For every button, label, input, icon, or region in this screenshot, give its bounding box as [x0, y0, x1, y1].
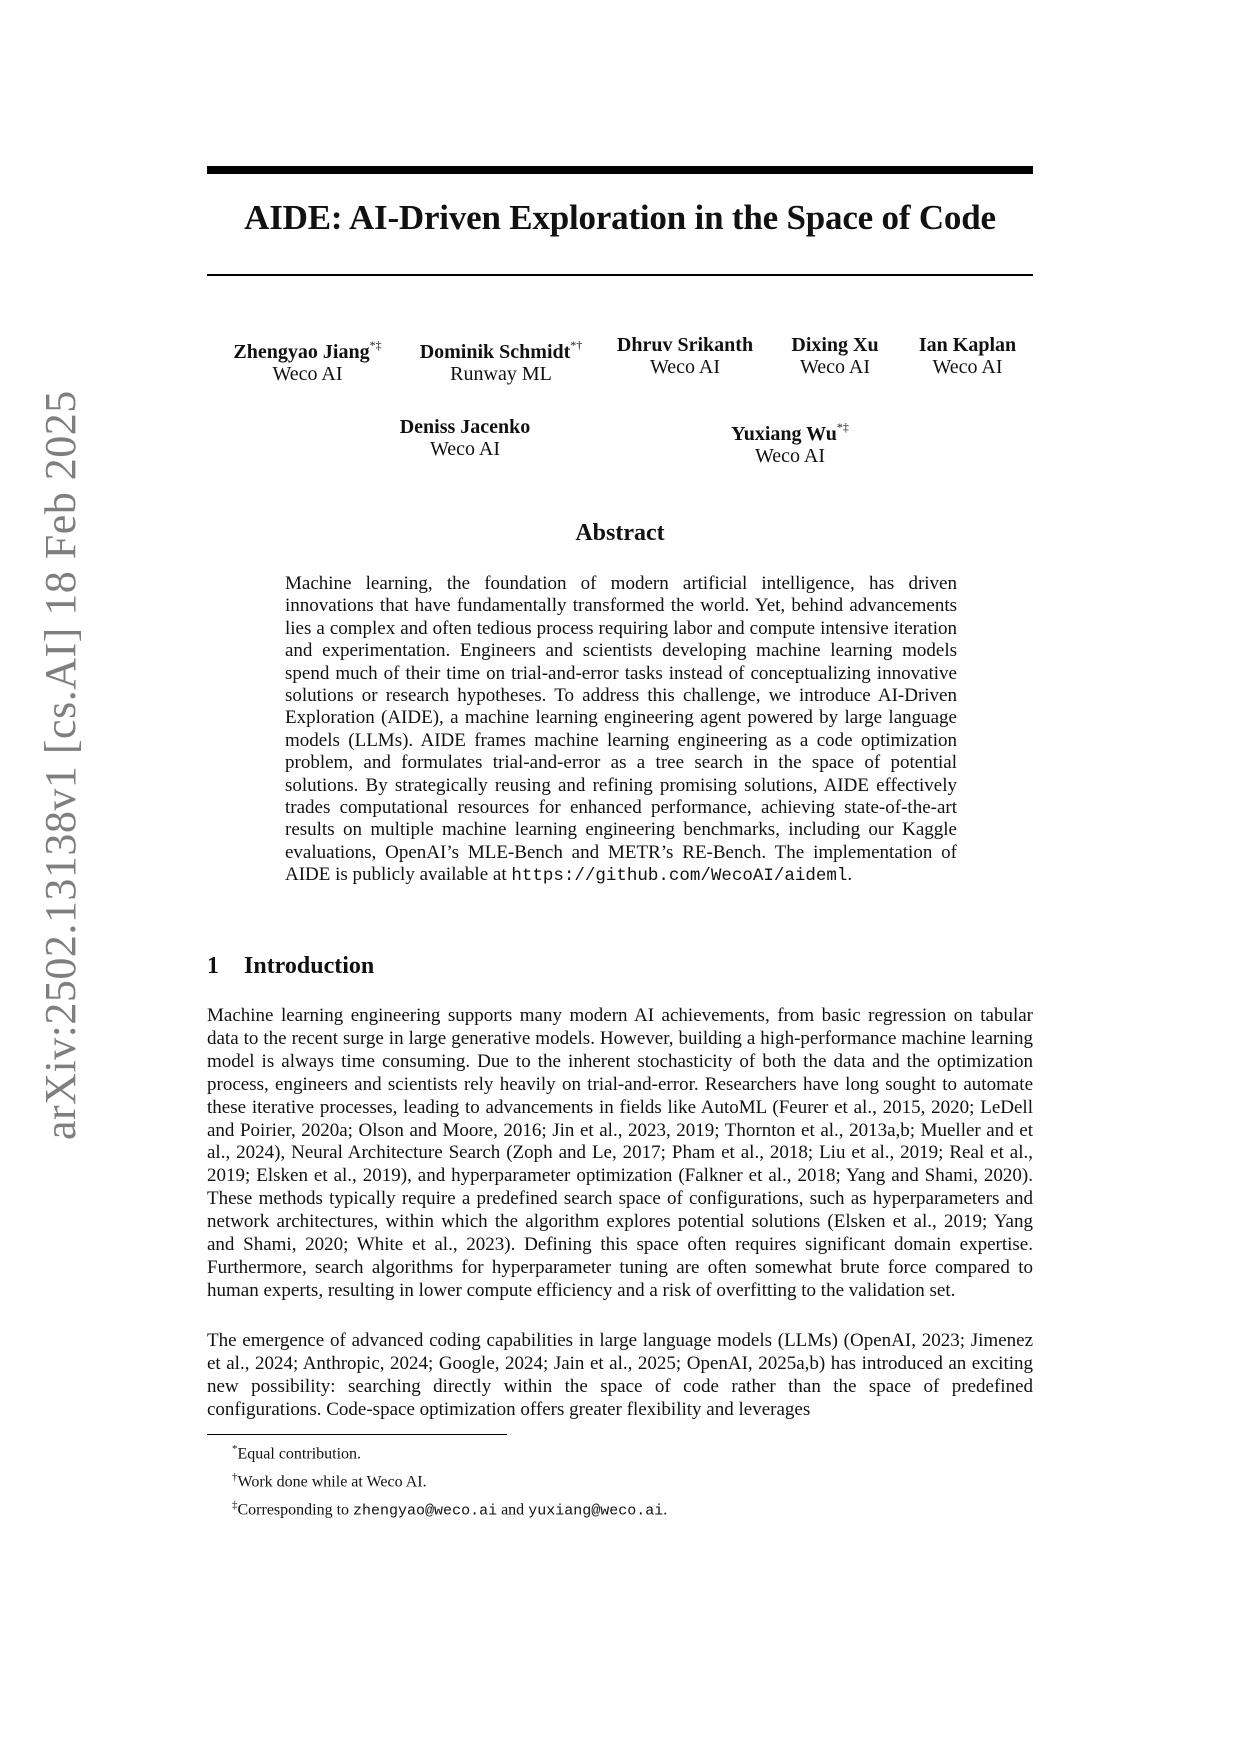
author-affiliation: Weco AI — [932, 356, 1003, 378]
author-name: Deniss Jacenko — [399, 416, 531, 438]
arxiv-identifier: arXiv:2502.13138v1 [cs.AI] 18 Feb 2025 — [36, 390, 85, 1140]
title-top-rule — [207, 166, 1033, 174]
author-name: Dixing Xu — [791, 334, 879, 356]
abstract-end: . — [847, 864, 853, 886]
author-affiliation: Weco AI — [754, 445, 826, 467]
footnote-weco — [232, 1466, 1012, 1494]
intro-paragraph: The emergence of advanced coding capabilities in large language models (LLMs) (OpenAI, 2023; Jimenez et al., 2024; Anthropic, 2024; Google, 2024; Jain et al., 2025; OpenAI, 2025a,b) has introduced an exciting new possibility: searching directly within the space of code rather than the space of predefined configurations. Code-space optimization offers greater flexibility and leverages — [207, 1330, 1033, 1420]
footnote-equal-contribution — [232, 1438, 1012, 1466]
paper-title: AIDE: AI-Driven Exploration in the Space of Code — [244, 198, 996, 237]
footnote-text: . — [663, 1501, 668, 1519]
footnote-mark: † — [232, 1470, 238, 1483]
author-name: Dominik Schmidt — [419, 341, 571, 363]
title-bottom-rule — [207, 274, 1033, 276]
footnote-text: Work done while at Weco AI. — [237, 1473, 427, 1491]
footnotes — [232, 1438, 1012, 1523]
footnote-corresponding — [232, 1494, 1012, 1523]
author-affiliation: Weco AI — [272, 363, 343, 385]
footnote-rule — [207, 1434, 507, 1435]
author-block — [225, 334, 390, 385]
abstract-text: Machine learning, the foundation of modern artificial intelligence, has driven innovations that have fundamentally transformed the world. Yet, behind advancements lies a complex and often tedious process requiring labor and compute intensive iteration and experimentation. Engineers and scientists developing machine learning models spend much of their time on trial-and-error tasks instead of conceptualizing innovative solutions or research hypotheses. To address this challenge, we introduce AI-Driven Exploration (AIDE), a machine learning engineering agent powered by large language models (LLMs). AIDE frames machine learning engineering as a code optimization problem, and formulates trial-and-error as a tree search in the space of potential solutions. By strategically reusing and refining promising solutions, AIDE effectively trades computational resources for enhanced performance, achieving state-of-the-art results on multiple machine learning engineering benchmarks, including our Kaggle evaluations, OpenAI’s MLE-Bench and METR’s RE-Bench. The implementation of AIDE is publicly available at — [285, 573, 957, 886]
author-block — [780, 334, 890, 378]
author-affiliation: Weco AI — [649, 356, 721, 378]
abstract-body — [285, 573, 957, 888]
author-block — [412, 334, 590, 385]
section-title: Introduction — [244, 953, 375, 979]
repository-link[interactable]: https://github.com/WecoAI/aideml — [511, 866, 848, 887]
author-block — [715, 416, 865, 467]
footnote-text: and — [497, 1501, 529, 1519]
author-block — [385, 416, 545, 460]
author-name: Zhengyao Jiang — [233, 341, 370, 363]
author-marks: *‡ — [836, 420, 849, 434]
intro-paragraph: Machine learning engineering supports many modern AI achievements, from basic regression on tabular data to the recent surge in large generative models. However, building a high-performance machine learning model is always time consuming. Due to the inherent stochasticity of both the data and the optimization process, engineers and scientists rely heavily on trial-and-error. Researchers have long sought to automate these iterative processes, leading to advancements in fields like AutoML (Feurer et al., 2015, 2020; LeDell and Poirier, 2020a; Olson and Moore, 2016; Jin et al., 2023, 2019; Thornton et al., 2013a,b; Mueller and et al., 2024), Neural Architecture Search (Zoph and Le, 2017; Pham et al., 2018; Liu et al., 2019; Real et al., 2019; Elsken et al., 2019), and hyperparameter optimization (Falkner et al., 2018; Yang and Shami, 2020). These methods typically require a predefined search space of configurations, such as hyperparameters and network architectures, within which the algorithm explores potential solutions (Elsken et al., 2019; Yang and Shami, 2020; White et al., 2023). Defining this space often requires significant domain expertise. Furthermore, search algorithms for hyperparameter tuning are often somewhat brute force compared to human experts, resulting in lower compute efficiency and a risk of overfitting to the validation set. — [207, 1005, 1033, 1301]
author-affiliation: Weco AI — [429, 438, 501, 460]
author-name: Dhruv Srikanth — [616, 334, 754, 356]
abstract-heading: Abstract — [575, 520, 665, 546]
footnote-mark: ‡ — [232, 1498, 238, 1511]
author-block — [905, 334, 1030, 378]
author-block — [605, 334, 765, 378]
email-link[interactable]: yuxiang@weco.ai — [528, 1502, 664, 1520]
section-heading-introduction — [207, 953, 374, 980]
section-number: 1 — [207, 953, 219, 979]
email-link[interactable]: zhengyao@weco.ai — [353, 1502, 498, 1520]
author-name: Yuxiang Wu — [731, 423, 837, 445]
footnote-text: Equal contribution. — [237, 1445, 362, 1463]
author-affiliation: Weco AI — [799, 356, 871, 378]
author-affiliation: Runway ML — [450, 363, 552, 385]
footnote-text: Corresponding to — [237, 1501, 354, 1519]
author-marks: *‡ — [369, 338, 382, 352]
author-marks: *† — [570, 338, 583, 352]
author-name: Ian Kaplan — [918, 334, 1017, 356]
footnote-mark: * — [232, 1443, 238, 1455]
